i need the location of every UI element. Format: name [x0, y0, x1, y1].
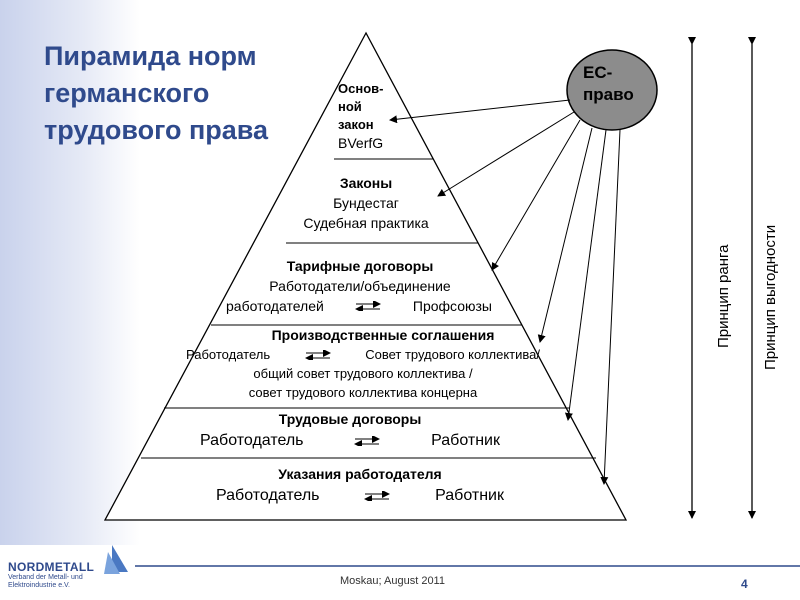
principle-benefit-label: Принцип выгодности: [762, 224, 779, 370]
level3-line-a: Работодатели/объединение: [269, 278, 451, 294]
eu-line-2: право: [583, 85, 634, 104]
level4-line-c: совет трудового коллектива концерна: [248, 385, 478, 400]
principle-rank-label: Принцип ранга: [715, 244, 732, 348]
level5-left: Работодатель: [200, 432, 304, 449]
bidirectional-arrows-icon: [363, 491, 391, 501]
level5-heading: Трудовые договоры: [278, 411, 422, 427]
level4-line-b: общий совет трудового коллектива /: [253, 366, 473, 381]
level1-line-2: ной: [338, 99, 362, 114]
level1-line-3: закон: [338, 117, 374, 132]
level6-left: Работодатель: [216, 487, 320, 504]
bidirectional-arrows-icon: [353, 436, 381, 446]
level3-heading: Тарифные договоры: [286, 258, 434, 274]
eu-arrow-4: [540, 128, 592, 342]
level-laws: [266, 173, 466, 233]
level3-left: работодателей: [226, 298, 324, 314]
eu-line-1: ЕС-: [583, 63, 613, 82]
level6-heading: Указания работодателя: [278, 466, 442, 482]
level2-line-b: Судебная практика: [303, 215, 429, 231]
level2-line-a: Бундестаг: [333, 195, 399, 211]
nordmetall-logo: [8, 560, 98, 590]
logo-brand: NORDMETALL: [8, 560, 95, 574]
level-employment-contracts: [200, 408, 500, 452]
eu-arrow-3: [492, 120, 580, 270]
level-employer-instructions: [210, 463, 510, 507]
eu-arrow-5: [568, 130, 606, 420]
level4-heading: Производственные соглашения: [271, 327, 495, 343]
bidirectional-arrows-icon: [304, 350, 332, 360]
level6-right: Работник: [435, 487, 504, 504]
level-tariff-agreements: [222, 256, 498, 316]
bidirectional-arrows-icon: [354, 301, 382, 311]
level4-left: Работодатель: [186, 347, 271, 362]
title-line-3: трудового права: [44, 115, 269, 145]
eu-law-label: [583, 62, 634, 106]
level4-right: Совет трудового коллектива/: [365, 347, 540, 362]
level-works-agreements: [186, 326, 540, 402]
level-basic-law: [338, 80, 418, 152]
logo-subtitle: Verband der Metall- und Elektroindustrie e.V.: [8, 574, 83, 589]
level5-right: Работник: [431, 432, 500, 449]
level3-right: Профсоюзы: [412, 298, 492, 314]
eu-arrow-6: [604, 130, 620, 484]
level1-line-4: BVerfG: [338, 135, 384, 151]
level2-heading: Законы: [339, 175, 393, 191]
title-line-2: германского: [44, 78, 210, 108]
footer-text: Moskau; August 2011: [340, 575, 445, 587]
title-line-1: Пирамида норм: [44, 41, 257, 71]
page-number: 4: [741, 577, 748, 591]
level1-line-1: Основ-: [338, 81, 384, 96]
